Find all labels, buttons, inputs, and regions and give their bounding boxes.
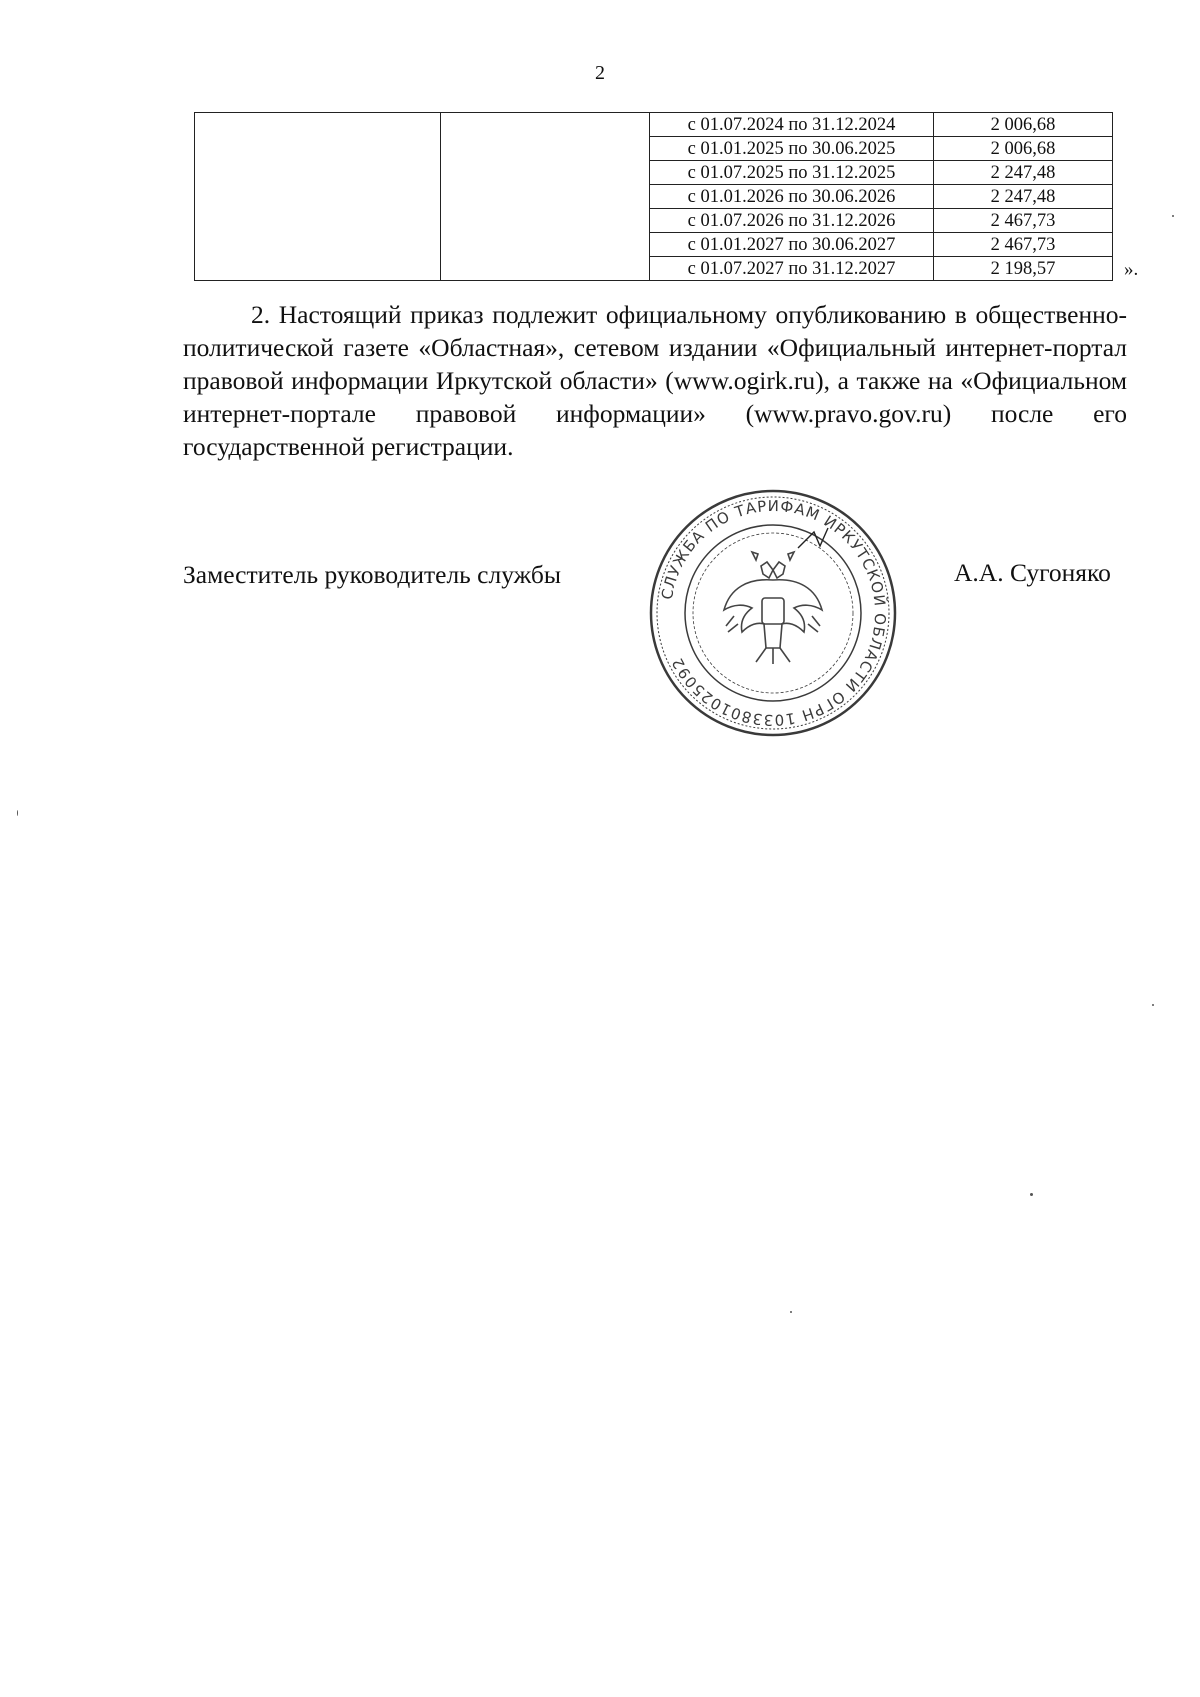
scan-speck: [1172, 215, 1174, 217]
official-seal-icon: [648, 488, 898, 738]
period-cell: с 01.07.2024 по 31.12.2024: [650, 113, 934, 137]
period-cell: с 01.07.2026 по 31.12.2026: [650, 209, 934, 233]
signatory-name: А.А. Сугоняко: [954, 558, 1111, 587]
period-cell: с 01.01.2025 по 30.06.2025: [650, 137, 934, 161]
seal-text: СЛУЖБА ПО ТАРИФАМ ИРКУТСКОЙ ОБЛАСТИ ОГРН 1033801025092: [657, 496, 890, 730]
table-row: [195, 113, 1113, 137]
blank-cell: [441, 113, 650, 281]
signatory-position: Заместитель руководитель службы: [183, 560, 562, 589]
value-cell: 2 467,73: [934, 209, 1113, 233]
signature-mark: [798, 528, 828, 548]
scan-speck: [1152, 1004, 1154, 1006]
paragraph-text: 2. Настоящий приказ подлежит официальному опубликованию в общественно-политической газете «Областная», сетевом издании «Официальный интернет-портал правовой информации Иркутской области» (www.ogirk.ru), а также на «Официальном интернет-портале правовой информации» (www.pravo.gov.ru) после его государственной регистрации.: [183, 300, 1127, 461]
closing-quote: ».: [1124, 259, 1139, 280]
period-cell: с 01.01.2026 по 30.06.2026: [650, 185, 934, 209]
value-cell: 2 006,68: [934, 113, 1113, 137]
value-cell: 2 006,68: [934, 137, 1113, 161]
value-cell: 2 467,73: [934, 233, 1113, 257]
value-cell: 2 247,48: [934, 161, 1113, 185]
value-cell: 2 247,48: [934, 185, 1113, 209]
blank-cell: [195, 113, 441, 281]
period-cell: с 01.07.2025 по 31.12.2025: [650, 161, 934, 185]
period-cell: с 01.01.2027 по 30.06.2027: [650, 233, 934, 257]
period-cell: с 01.07.2027 по 31.12.2027: [650, 257, 934, 281]
scan-speck: [790, 1311, 792, 1313]
tariff-table: [194, 112, 1113, 281]
publication-paragraph: [183, 298, 1127, 463]
scan-speck: [17, 810, 18, 816]
page-number: 2: [595, 62, 605, 84]
value-cell: 2 198,57: [934, 257, 1113, 281]
scan-speck: [1030, 1193, 1033, 1196]
